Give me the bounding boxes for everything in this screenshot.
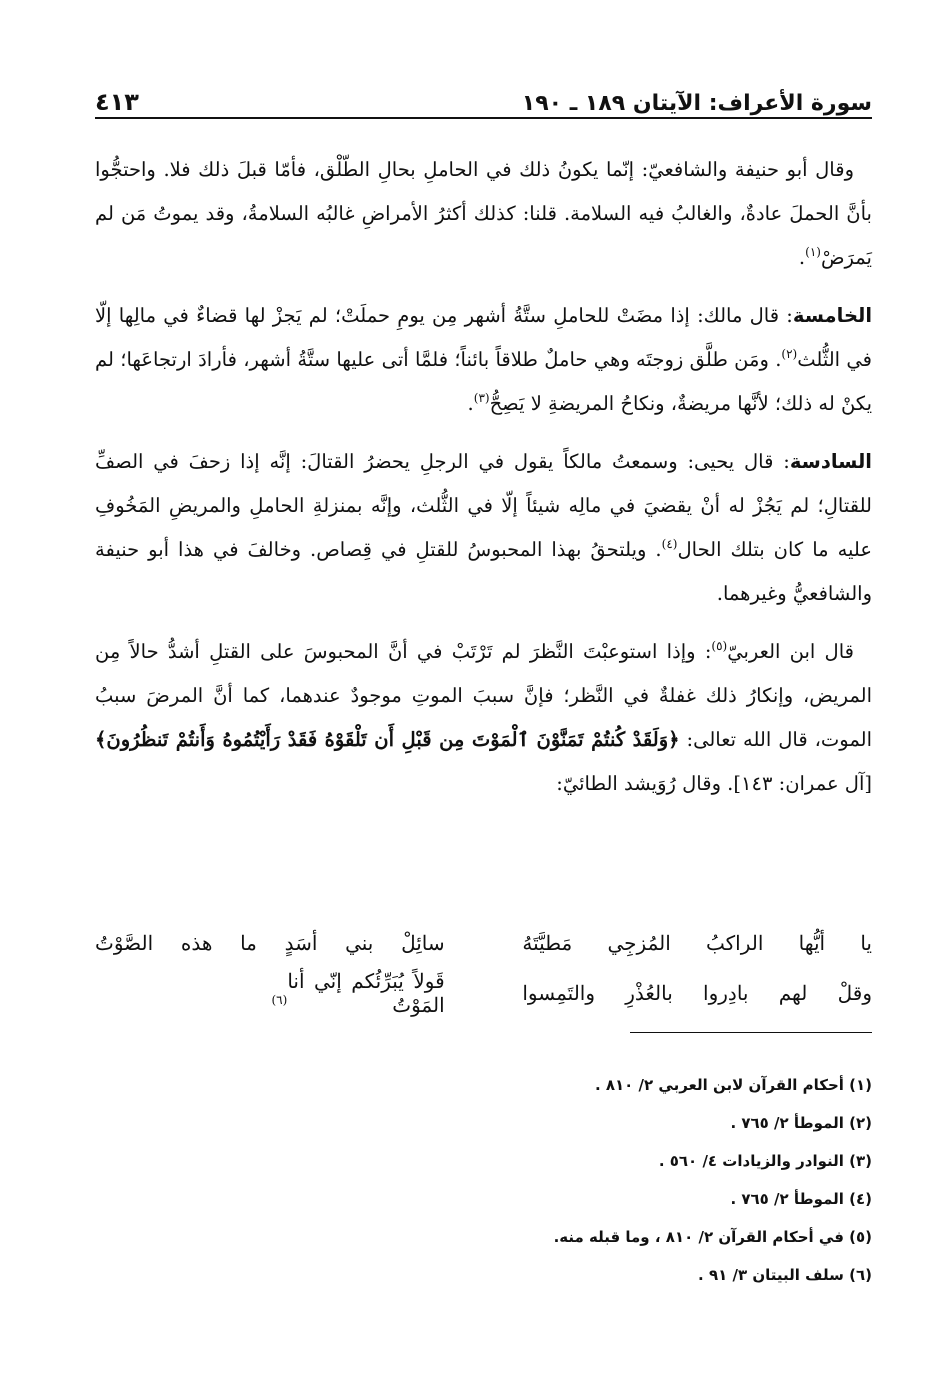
footnote: (٦) سلف البيتان ٣/ ٩١ . xyxy=(698,1266,872,1284)
footnote-ref-3: (٣) xyxy=(473,391,490,405)
paragraph-sixth-text-b: . ويلتحقُ بهذا المحبوسُ للقتلِ في قِصاص. وخالفَ في هذا أبو حنيفة والشافعيُّ وغيرهما. xyxy=(95,538,872,605)
verse-1-first-hemistich: يا أيُّها الراكبُ المُزجِي مَطيَّتَهُ xyxy=(522,931,872,955)
paragraph-ibn-arabi xyxy=(95,630,872,806)
paragraph-fifth-text-a: : قال مالك: إذا مضَتْ للحاملِ ستَّةُ أشهر مِن يومِ حملَتْ؛ لم يَجزْ لها قضاءٌ في مالِها إلّا في الثُّلث xyxy=(95,304,872,371)
paragraph-fifth xyxy=(95,294,872,426)
section-heading-fifth: الخامسة xyxy=(792,304,872,327)
footnotes-separator xyxy=(630,1032,872,1033)
verse-1-second-hemistich: سائِلْ بني أسَدٍ ما هذه الصَّوْتُ xyxy=(95,931,445,955)
footnote: (١) أحكام القرآن لابن العربي ٢/ ٨١٠ . xyxy=(594,1076,872,1094)
footnote: (٥) في أحكام القرآن ٢/ ٨١٠ ، وما قبله منه. xyxy=(553,1228,872,1246)
verse-2-second-hemistich xyxy=(95,969,445,1017)
footnote-ref-6: (٦) xyxy=(271,993,288,1007)
page-number: ٤١٣ xyxy=(95,88,139,116)
paragraph-fifth-text-b: . ومَن طلَّق زوجتَه وهي حاملٌ طلاقاً بائناً؛ فلمَّا أتى عليها ستَّةُ أشهر، فأرادَ ارتجاعَها؛ لم يكنْ له ذلك؛ لأنَّها مريضةٌ، ونكاحُ المريضةِ لا يَصِحُّ xyxy=(95,348,872,415)
paragraph-sixth xyxy=(95,440,872,616)
footnote-ref-2: (٢) xyxy=(781,347,798,361)
paragraph-ibn-arabi-text-a: قال ابن العربيّ xyxy=(727,640,854,663)
quran-verse: ﴿وَلَقَدْ كُنتُمْ تَمَنَّوْنَ ٱلْمَوْتَ مِن قَبْلِ أَن تَلْقَوْهُ فَقَدْ رَأَيْتُمُوهُ وَأَنتُمْ تَنظُرُونَ﴾ xyxy=(95,728,680,751)
section-heading-sixth: السادسة xyxy=(789,450,872,473)
header-rule xyxy=(95,117,872,119)
footnote-ref-4: (٤) xyxy=(661,537,678,551)
paragraph-ibn-arabi-text-c: [آل عمران: ١٤٣]. وقال رُوَيشد الطائيّ: xyxy=(556,772,872,795)
paragraph-sixth-text-a: : قال يحيى: وسمعتُ مالكاً يقول في الرجلِ يحضرُ القتالَ: إنَّه إذا زحفَ في الصفِّ للقتالِ؛ لم يَجُزْ له أنْ يقضيَ في مالِه شيئاً إلّا في الثُّلث، وإنَّه بمنزلةِ الحاملِ والمريضِ المَخُوفِ عليه ما كان بتلك الحال xyxy=(95,450,872,561)
footnote: (٣) النوادر والزيادات ٤/ ٥٦٠ . xyxy=(658,1152,872,1170)
surah-title: سورة الأعراف: الآيتان ١٨٩ ـ ١٩٠ xyxy=(521,91,872,116)
footnote: (٢) الموطأ ٢/ ٧٦٥ . xyxy=(730,1114,872,1132)
paragraph-1 xyxy=(95,148,872,280)
footnote-ref-1: (١) xyxy=(805,245,821,259)
poem-verse xyxy=(95,968,872,1018)
footnotes xyxy=(95,1066,872,1294)
poem-verse xyxy=(95,918,872,968)
running-header xyxy=(95,70,872,116)
paragraph-fifth-end: . xyxy=(467,392,474,415)
footnote: (٤) الموطأ ٢/ ٧٦٥ . xyxy=(730,1190,872,1208)
poem xyxy=(95,918,872,1018)
main-text xyxy=(95,148,872,820)
paragraph-1-text: وقال أبو حنيفة والشافعيّ: إنّما يكونُ ذلك في الحاملِ بحالِ الطّلْق، فأمّا قبلَ ذلك فلا. واحتجُّوا بأنَّ الحملَ عادةٌ، والغالبُ فيه السلامة. قلنا: كذلك أكثرُ الأمراضِ غالبُه السلامةُ، وقد يموتُ مَن لم يَمرَضْ xyxy=(95,158,872,269)
footnote-ref-5: (٥) xyxy=(711,639,728,653)
paragraph-ibn-arabi-text-b: : وإذا استوعبْتَ النَّظرَ لم تَرْتَبْ في أنَّ المحبوسَ على القتلِ أشدُّ حالاً مِن المريض، وإنكارُ ذلك غفلةٌ في النَّظر؛ فإنَّ سببَ الموتِ موجودٌ عندهما، كما أنَّ المرضَ سببُ الموت، قال الله تعالى: xyxy=(95,640,872,751)
verse-2-first-hemistich: وقلْ لهم بادِروا بالعُذْرِ والتَمِسوا xyxy=(522,981,872,1005)
verse-2-second-hemistich-text: قَولاً يُبَرِّئُكم إنّي أنا المَوْتُ xyxy=(287,969,445,1017)
paragraph-1-end: . xyxy=(798,246,806,269)
